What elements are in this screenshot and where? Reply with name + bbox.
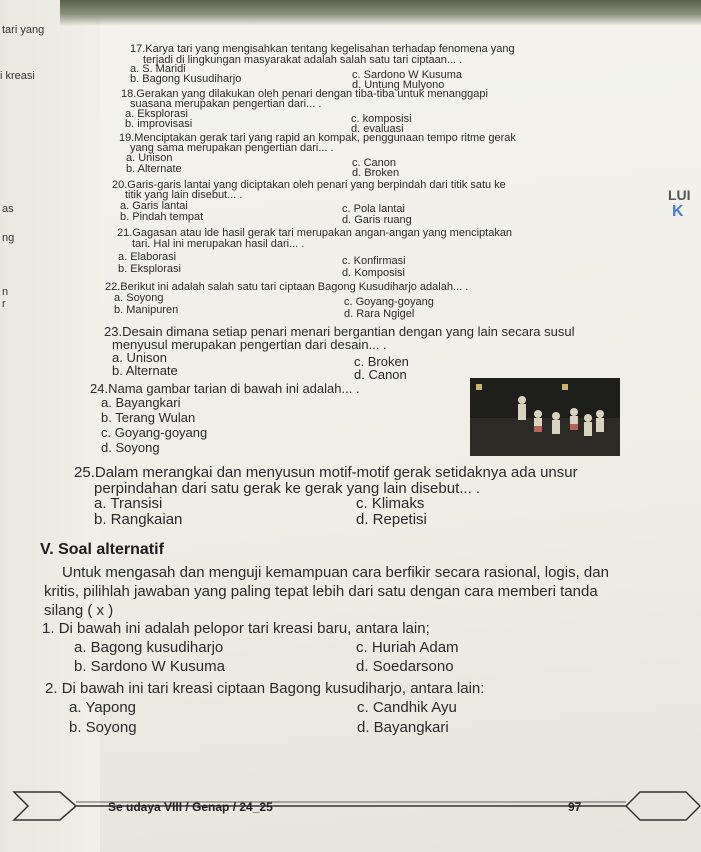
option[interactable]: a. Eksplorasi — [125, 108, 188, 120]
option[interactable]: d. Rara Ngigel — [344, 308, 415, 320]
option[interactable]: a. Unison — [112, 350, 167, 365]
option[interactable]: c. Canon — [352, 157, 397, 169]
option[interactable]: c. Candhik Ayu — [357, 699, 457, 716]
option[interactable]: a. Bayangkari — [101, 395, 181, 410]
option[interactable]: a. Yapong — [69, 699, 137, 716]
question-18-cont: suasana merupakan pengertian dari... . — [130, 98, 322, 110]
option[interactable]: d. Bayangkari — [357, 719, 449, 736]
option[interactable]: b. Bagong Kusudiharjo — [130, 73, 242, 85]
dance-photo-graphic — [470, 378, 620, 456]
top-shadow — [60, 0, 701, 26]
option[interactable]: c. Klimaks — [356, 495, 425, 512]
footer-ornament — [0, 786, 701, 826]
option[interactable]: a. Soyong — [114, 292, 164, 304]
question-22: 22.Berikut ini adalah salah satu tari ciptaan Bagong Kusudiharjo adalah... . — [105, 281, 469, 293]
option[interactable]: b. Pindah tempat — [120, 211, 204, 223]
book-title: Se udaya VIII / Genap / 24_25 — [108, 800, 273, 814]
option[interactable]: b. Soyong — [69, 719, 137, 736]
question-19-cont: yang sama merupakan pengertian dari... . — [130, 142, 334, 154]
option[interactable]: d. Canon — [354, 367, 407, 382]
option[interactable]: d. evaluasi — [351, 123, 404, 135]
question-21: 21.Gagasan atau ide hasil gerak tari merupakan angan-angan yang menciptakan — [117, 227, 513, 239]
option[interactable]: c. Konfirmasi — [342, 255, 406, 267]
option[interactable]: d. Komposisi — [342, 267, 405, 279]
question-19: 19.Menciptakan gerak tari yang rapid an kompak, penggunaan tempo ritme gerak — [119, 132, 516, 144]
question-17-cont: terjadi di lingkungan masyarakat adalah salah satu tari ciptaan... . — [143, 54, 463, 66]
option[interactable]: a. Unison — [126, 152, 173, 164]
edge-label: n — [2, 286, 9, 298]
edge-label: as — [2, 203, 14, 215]
option[interactable]: d. Repetisi — [356, 511, 427, 528]
option[interactable]: b. Rangkaian — [94, 511, 183, 528]
option[interactable]: b. Sardono W Kusuma — [74, 658, 225, 675]
section-instruction: Untuk mengasah dan menguji kemampuan cara berfikir secara rasional, logis, dan — [62, 564, 609, 581]
option[interactable]: b. improvisasi — [125, 118, 193, 130]
option[interactable]: c. Goyang-goyang — [344, 296, 434, 308]
option[interactable]: b. Alternate — [112, 363, 178, 378]
question-25: 25.Dalam merangkai dan menyusun motif-motif gerak setidaknya ada unsur — [74, 464, 578, 481]
option[interactable]: a. Bagong kusudiharjo — [74, 639, 224, 656]
option[interactable]: a. Transisi — [94, 495, 163, 512]
option[interactable]: c. Huriah Adam — [356, 639, 459, 656]
option[interactable]: a. Garis lantai — [120, 200, 188, 212]
option[interactable]: c. Sardono W Kusuma — [352, 69, 463, 81]
edge-label: ng — [2, 232, 15, 244]
option[interactable]: c. Pola lantai — [342, 203, 405, 215]
option[interactable]: b. Terang Wulan — [101, 410, 196, 425]
page-number: 97 — [568, 800, 582, 814]
question-17: 17.Karya tari yang mengisahkan tentang kegelisahan terhadap fenomena yang — [130, 43, 515, 55]
section-instruction: kritis, pilihlah jawaban yang paling tepat lebih dari satu dengan cara memberi tanda — [44, 583, 598, 600]
option[interactable]: d. Soyong — [101, 440, 160, 455]
question-25-cont: perpindahan dari satu gerak ke gerak yang lain disebut... . — [94, 480, 481, 497]
option[interactable]: a. Elaborasi — [118, 251, 177, 263]
question-21-cont: tari. Hal ini merupakan hasil dari... . — [132, 238, 305, 250]
question-20: 20.Garis-garis lantai yang diciptakan oleh penari yang berpindah dari titik satu ke — [112, 179, 506, 191]
option[interactable]: c. komposisi — [351, 113, 412, 125]
option[interactable]: a. S. Maridi — [130, 63, 186, 75]
question-b1: 1. Di bawah ini adalah pelopor tari kreasi baru, antara lain; — [42, 620, 430, 637]
option[interactable]: d. Soedarsono — [356, 658, 454, 675]
question-20-cont: titik yang lain disebut... . — [125, 189, 243, 201]
question-18: 18.Gerakan yang dilakukan oleh penari dengan tiba-tiba untuk menanggapi — [121, 88, 488, 100]
side-label-k: K — [672, 203, 684, 220]
option[interactable]: c. Broken — [354, 354, 409, 369]
option[interactable]: d. Broken — [352, 167, 400, 179]
edge-label: r — [2, 298, 6, 310]
option[interactable]: d. Garis ruang — [342, 214, 412, 226]
edge-label: i kreasi — [0, 70, 35, 82]
option[interactable]: b. Eksplorasi — [118, 263, 181, 275]
edge-label: tari yang — [2, 24, 45, 36]
dance-photo — [470, 378, 620, 456]
section-instruction: silang ( x ) — [44, 602, 114, 619]
question-b2: 2. Di bawah ini tari kreasi ciptaan Bagong kusudiharjo, antara lain: — [45, 680, 485, 697]
option[interactable]: d. Untung Mulyono — [352, 79, 445, 91]
option[interactable]: b. Alternate — [126, 163, 182, 175]
question-23-cont: menyusul merupakan pengertian dari desain... . — [112, 337, 387, 352]
page-footer — [0, 786, 701, 826]
option[interactable]: c. Goyang-goyang — [101, 425, 208, 440]
section-title: V. Soal alternatif — [40, 541, 164, 558]
option[interactable]: b. Manipuren — [114, 304, 179, 316]
question-24: 24.Nama gambar tarian di bawah ini adalah... . — [90, 381, 360, 396]
question-23: 23.Desain dimana setiap penari menari bergantian dengan yang lain secara susul — [104, 324, 575, 339]
side-label-lui: LUI — [668, 187, 691, 203]
